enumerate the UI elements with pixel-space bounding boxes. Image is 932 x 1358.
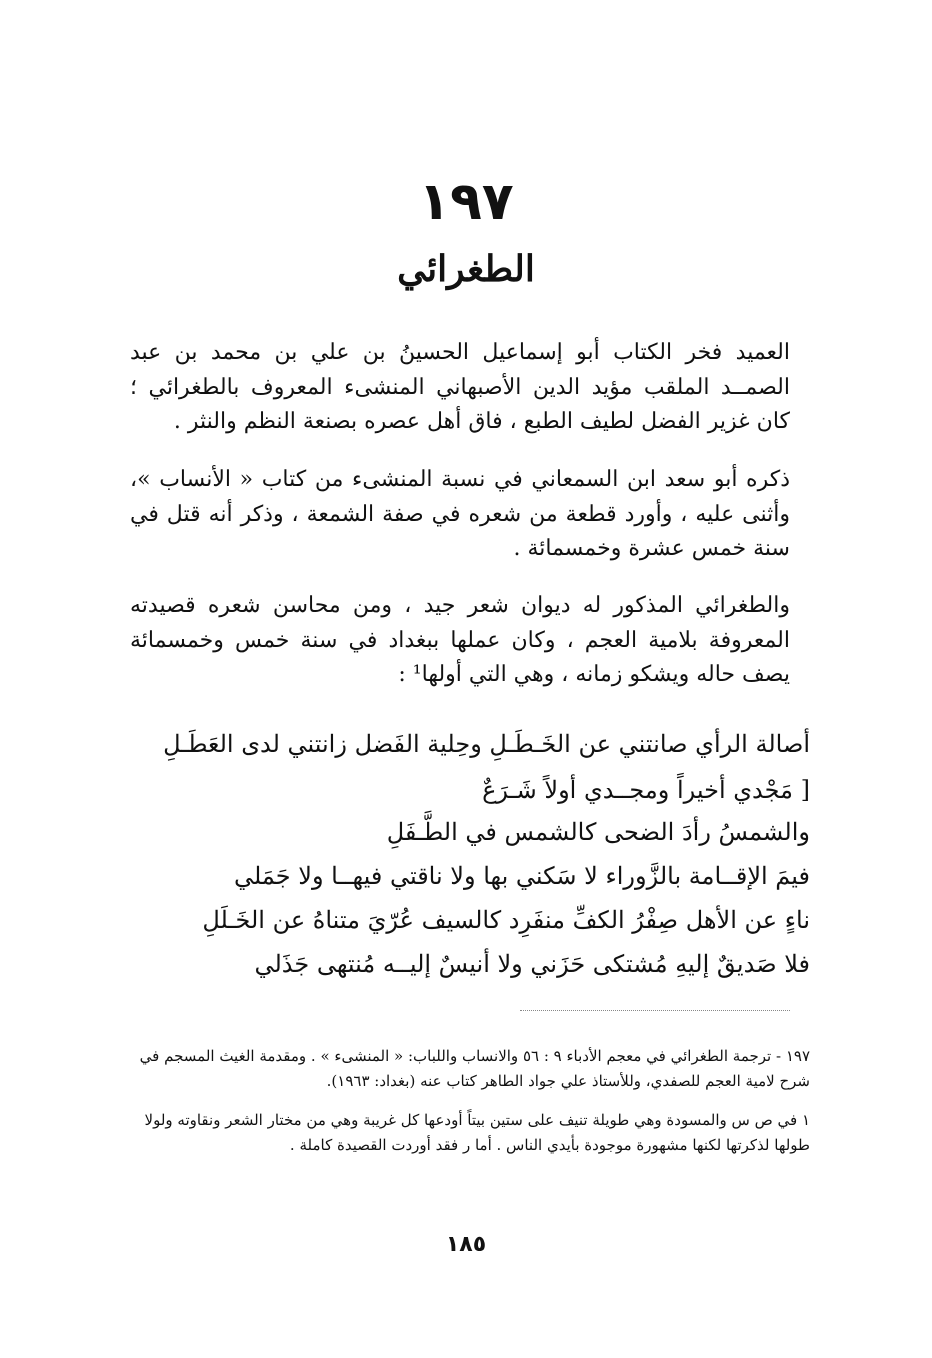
verse-line-1: أصالة الرأي صانتني عن الخَـطَـلِ وحِلية الفَضل زانتني لدى العَطَـلِ: [163, 730, 810, 758]
page-number: ١٨٥: [445, 1232, 487, 1257]
footnote-1: ١٩٧ - ترجمة الطغرائي في معجم الأدباء ٩ : ٥٦ والانساب واللباب: « المنشىء » . ومقدمة الغيث المسجم في شرح لامية العجم للصفدي، وللأستاذ علي جواد الطاهر كتاب عنه (بغداد: ١٩٦٣).: [139, 1047, 810, 1090]
paragraph-2: ذكره أبو سعد ابن السمعاني في نسبة المنشىء من كتاب « الأنساب »، وأثنى عليه ، وأورد قطعة من شعره في صفة الشمعة ، وذكر أنه قتل في سنة خمس عشرة وخمسمائة .: [130, 467, 790, 561]
footnote-2: ١ في ص س والمسودة وهي طويلة تنيف على ستين بيتاً أودعها كل غريبة وهي من مختار الشعر ونقاوته ولولا طولها لذكرتها لكنها مشهورة موجودة بأيدي الناس . أما ر فقد أوردت القصيدة كاملة .: [144, 1111, 810, 1154]
verse-line-2: [ مَجْدي أخيراً ومجــدي أولاً شَـرَعٌ: [482, 776, 810, 804]
verse-line-5: ناءٍ عن الأهل صِفْرُ الكفِّ منفَرِد كالسيف عُرّيَ متناهُ عن الخَـلَلِ: [202, 906, 810, 934]
footnote-divider: [520, 1010, 790, 1011]
paragraph-3: والطغرائي المذكور له ديوان شعر جيد ، ومن محاسن شعره قصيدته المعروفة بلامية العجم ، وكان عملها ببغداد في سنة خمس وخمسمائة يصف حاله ويشكو زمانه ، وهي التي أولها¹ :: [130, 593, 790, 687]
verse-line-4: فيمَ الإقــامة بالزَّوراء لا سَكني بها ولا ناقتي فيهــا ولا جَمَلي: [233, 862, 810, 890]
verse-line-6: فلا صَديقٌ إليهِ مُشتكى حَزَني ولا أنيسٌ إليــه مُنتهى جَذَلي: [254, 950, 810, 978]
paragraph-1: العميد فخر الكتاب أبو إسماعيل الحسينُ بن علي بن محمد بن عبد الصمــد الملقب مؤيد الدين الأصبهاني المنشىء المعروف بالطغرائي ؛ كان غزير الفضل لطيف الطبع ، فاق أهل عصره بصنعة النظم والنثر .: [130, 340, 790, 434]
entry-title: الطغرائي: [397, 248, 535, 290]
verse-line-3: والشمسُ رأدَ الضحى كالشمس في الطَّـفَلِ: [386, 818, 810, 846]
entry-number: ١٩٧: [418, 172, 514, 232]
